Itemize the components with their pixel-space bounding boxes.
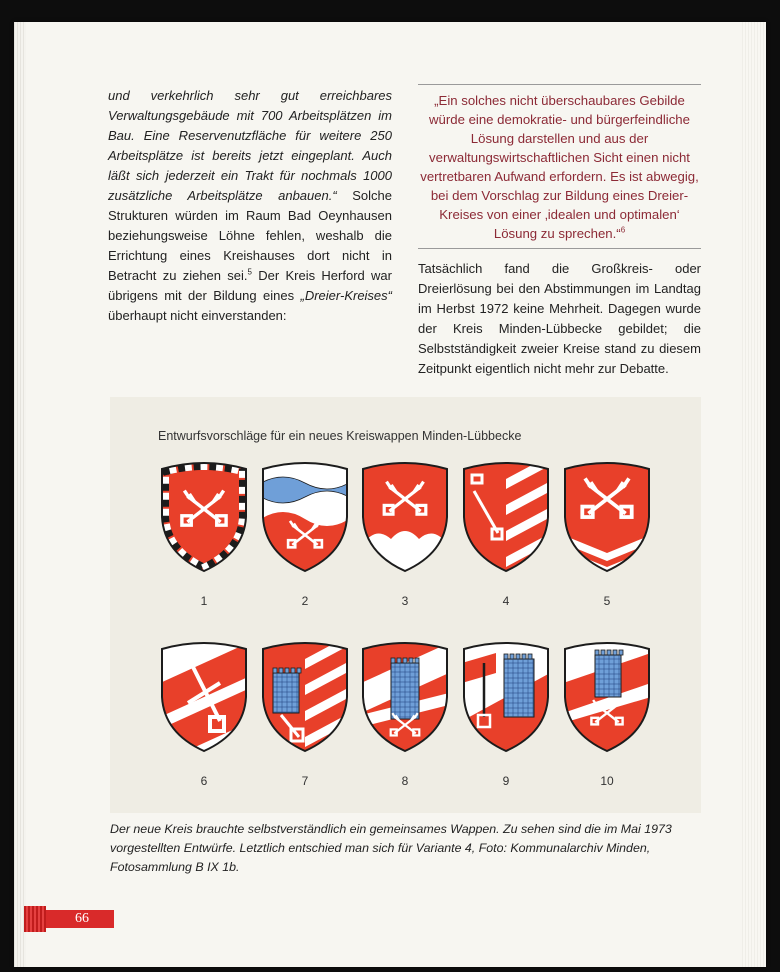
- page-edge-marker: [24, 906, 46, 932]
- pull-quote-text: „Ein solches nicht überschaubares Gebilde würde eine demokratie- und bürgerfeindliche Lösung darstellen und aus der verwaltungswirtschaftlichen Sicht einen nicht vertretbaren Aufwand erfordern. Es ist abwegig, bei dem Vorschlag zur Bildung eines Dreier-Kreises von einer ‚idealen und optimalen‘ Lösung zu sprechen.“: [420, 93, 699, 241]
- crest-label-7: 7: [301, 774, 309, 788]
- footnote-6: 6: [620, 225, 626, 235]
- crest-label-4: 4: [502, 594, 510, 608]
- pull-quote: [418, 85, 701, 248]
- crest-label-10: 10: [600, 774, 614, 788]
- crest-2: [261, 463, 349, 573]
- crest-10: [563, 643, 651, 753]
- crest-8: [361, 643, 449, 753]
- crest-1: [162, 463, 246, 571]
- crest-7: [261, 613, 361, 763]
- crest-label-3: 3: [401, 594, 409, 608]
- figure-caption: Der neue Kreis brauchte selbstverständlich ein gemeinsames Wappen. Zu sehen sind die im Mai 1973 vorgestellten Entwürfe. Letztlich entschied man sich für Variante 4, Foto: Kommunalarchiv Minden, Fotosammlung B IX 1b.: [110, 822, 672, 874]
- footnote-5: 5: [247, 267, 252, 277]
- left-body-1: Solche Strukturen würden im Raum Bad Oeynhausen beziehungsweise Löhne fehlen, weshalb die Errichtung eines Kreishauses dort nicht in Betracht zu ziehen sei.: [108, 188, 392, 283]
- crest-3: [361, 463, 449, 573]
- page-stack-edge-left: [14, 22, 26, 967]
- left-text-column: [108, 86, 392, 326]
- figure-title: Entwurfsvorschläge für ein neues Kreiswappen Minden-Lübbecke: [158, 429, 522, 443]
- page-number-tab: [24, 910, 114, 928]
- crest-9: [462, 643, 550, 753]
- crest-label-1: 1: [200, 594, 208, 608]
- left-italic-term: „Dreier-Kreises“: [300, 288, 392, 303]
- crest-6: [160, 643, 248, 763]
- quote-bottom-rule: [418, 248, 701, 249]
- coat-of-arms-figure: [110, 397, 701, 813]
- left-body-3: überhaupt nicht einverstanden:: [108, 308, 287, 323]
- crest-label-6: 6: [200, 774, 208, 788]
- page-stack-edge-right: [742, 22, 766, 967]
- right-text-column: [418, 84, 701, 379]
- crest-5: [563, 463, 651, 575]
- crest-label-8: 8: [401, 774, 409, 788]
- coat-of-arms-drawings: [110, 397, 701, 813]
- page-number: 66: [75, 911, 89, 926]
- crest-label-2: 2: [301, 594, 309, 608]
- crest-4: [462, 433, 562, 583]
- crest-label-5: 5: [603, 594, 611, 608]
- crest-label-9: 9: [502, 774, 510, 788]
- left-italic-quote: und verkehrlich sehr gut erreichbares Verwaltungsgebäude mit 700 Arbeitsplätzen im Bau. Eine Reservenutzfläche für weitere 250 Arbeitsplätze ist bereits jetzt eingeplant. Auch läßt sich jederzeit ein Trakt für nochmals 1000 zusätzliche Arbeitsplätze anbauen.“: [108, 88, 392, 203]
- right-body-text: Tatsächlich fand die Großkreis- oder Dreierlösung bei den Abstimmungen im Landtag im Herbst 1972 keine Mehrheit. Dagegen wurde der Kreis Minden-Lübbecke gebildet; die Selbstständigkeit zweier Kreise stand zu diesem Zeitpunkt eigentlich nicht mehr zur Debatte.: [418, 261, 701, 376]
- left-body-2: Der Kreis Herford war übrigens mit der Bildung eines: [108, 268, 392, 303]
